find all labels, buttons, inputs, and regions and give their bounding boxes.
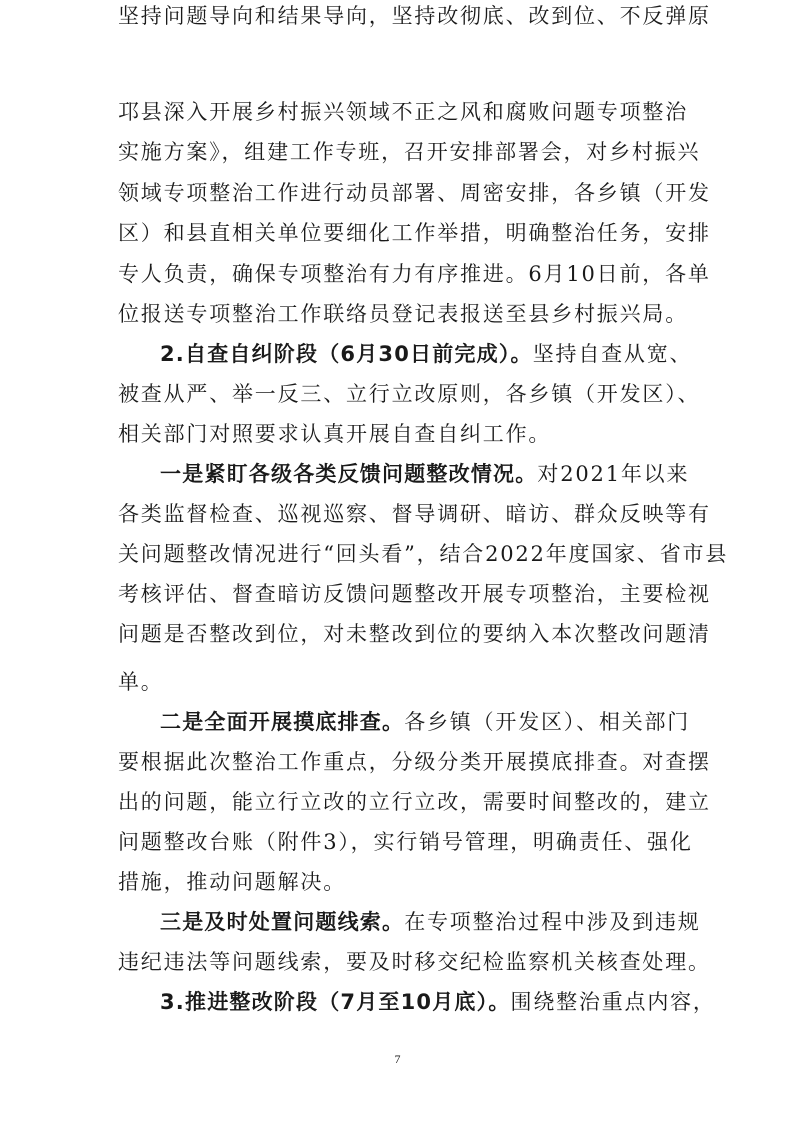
text-line: 实施方案》，组建工作专班，召开安排部署会，对乡村振兴 <box>118 140 701 164</box>
section-heading: 二是全面开展摸底排查。 <box>160 710 405 734</box>
text-run: 围绕整治重点内容， <box>510 990 716 1014</box>
paragraph-first-line <box>160 338 693 370</box>
paragraph-first-line <box>160 458 690 490</box>
text-run: 在专项整治过程中涉及到违规 <box>404 910 701 934</box>
text-line: 坚持问题导向和结果导向，坚持改彻底、改到位、不反弹原 <box>118 4 711 28</box>
page-number: 7 <box>394 1052 401 1066</box>
text-run: 坚持自查从宽、 <box>532 342 693 366</box>
text-line: 被查从严、举一反三、立行立改原则，各乡镇（开发区）、 <box>118 382 701 406</box>
text-line: 位报送专项整治工作联络员登记表报送至县乡村振兴局。 <box>118 302 688 326</box>
text-line: 各类监督检查、巡视巡察、督导调研、暗访、群众反映等有 <box>118 502 711 526</box>
paragraph-first-line <box>160 906 701 938</box>
text-line: 措施，推动问题解决。 <box>118 870 346 894</box>
text-line: 问题整改台账（附件3），实行销号管理，明确责任、强化 <box>118 830 693 854</box>
text-line: 出的问题，能立行立改的立行立改，需要时间整改的，建立 <box>118 790 711 814</box>
paragraph-first-line <box>160 986 716 1018</box>
text-run: 对2021年以来 <box>537 462 690 486</box>
section-heading: 3.推进整改阶段（7月至10月底）。 <box>160 990 511 1014</box>
section-heading: 一是紧盯各级各类反馈问题整改情况。 <box>160 462 538 486</box>
text-line: 关问题整改情况进行“回头看”，结合2022年度国家、省市县 <box>118 542 729 566</box>
section-heading: 三是及时处置问题线索。 <box>160 910 405 934</box>
text-line: 违纪违法等问题线索，要及时移交纪检监察机关核查处理。 <box>118 950 711 974</box>
text-line: 单。 <box>118 670 164 694</box>
text-line: 领域专项整治工作进行动员部署、周密安排，各乡镇（开发 <box>118 181 711 205</box>
text-line: 相关部门对照要求认真开展自查自纠工作。 <box>118 422 552 446</box>
text-line: 考核评估、督查暗访反馈问题整改开展专项整治，主要检视 <box>118 582 711 606</box>
paragraph-first-line <box>160 706 691 738</box>
text-line: 区）和县直相关单位要细化工作举措，明确整治任务，安排 <box>118 221 711 245</box>
section-heading: 2.自查自纠阶段（6月30日前完成）。 <box>160 342 533 366</box>
text-line: 问题是否整改到位，对未整改到位的要纳入本次整改问题清 <box>118 622 711 646</box>
text-line: 专人负责，确保专项整治有力有序推进。6月10日前，各单 <box>118 262 711 286</box>
text-line: 邛县深入开展乡村振兴领域不正之风和腐败问题专项整治 <box>118 100 688 124</box>
text-line: 要根据此次整治工作重点，分级分类开展摸底排查。对查摆 <box>118 750 711 774</box>
text-run: 各乡镇（开发区）、相关部门 <box>404 710 691 734</box>
